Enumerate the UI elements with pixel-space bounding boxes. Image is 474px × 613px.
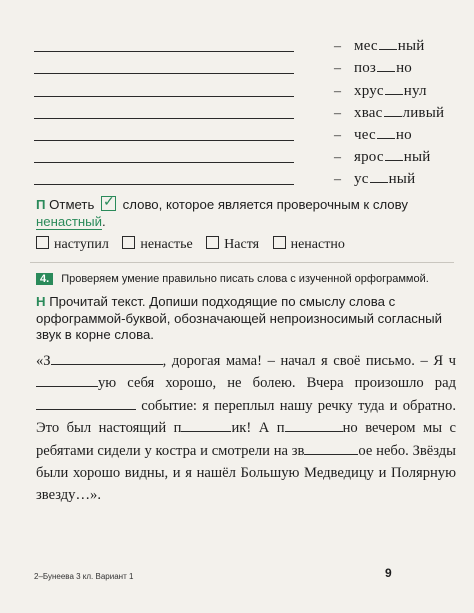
word-end: но <box>396 60 412 77</box>
answer-line[interactable] <box>34 184 294 185</box>
tick-glyph: ✓ <box>103 193 115 209</box>
word-row <box>34 147 454 169</box>
word-row <box>34 125 454 147</box>
word-end: ливый <box>402 104 445 121</box>
dash: – <box>334 172 341 188</box>
answer-line[interactable] <box>34 51 294 52</box>
divider <box>30 262 454 263</box>
word <box>354 149 430 166</box>
options-row <box>36 236 456 253</box>
checkbox-icon[interactable] <box>122 236 135 249</box>
story-fragment: «З <box>36 353 51 369</box>
word <box>354 105 444 122</box>
section-number: 4. <box>36 273 53 285</box>
story-fragment: ое небо. Звёзды были хорошо видны, и я нашёл Большую Медведицу и Полярную звезду…». <box>36 442 456 504</box>
option-label: Настя <box>224 237 260 252</box>
blank-field[interactable] <box>285 419 343 432</box>
answer-line[interactable] <box>34 140 294 141</box>
option-checkbox[interactable] <box>273 236 345 253</box>
word-row <box>34 58 454 80</box>
answer-line[interactable] <box>34 96 294 97</box>
checkbox-icon[interactable] <box>273 236 286 249</box>
task-text: Отметь <box>49 197 95 212</box>
word-row <box>34 103 454 125</box>
word-end: ный <box>388 171 416 188</box>
word-start: хрус <box>354 82 384 99</box>
word-end: ный <box>397 38 425 55</box>
word-end: ный <box>403 149 431 166</box>
word-start: ярос <box>354 149 384 166</box>
dash: – <box>334 61 341 77</box>
blank-field[interactable] <box>304 442 358 455</box>
blank-field[interactable] <box>36 374 98 387</box>
word <box>354 60 412 77</box>
answer-line[interactable] <box>34 118 294 119</box>
target-word: ненастный <box>36 213 102 229</box>
option-checkbox[interactable] <box>122 236 192 253</box>
answer-line[interactable] <box>34 73 294 74</box>
story-text <box>36 350 456 507</box>
task-p <box>36 193 456 230</box>
option-label: ненастно <box>290 237 345 252</box>
dash: – <box>334 127 341 143</box>
letter-gap[interactable] <box>377 61 395 72</box>
letter-gap[interactable] <box>370 172 388 183</box>
checkbox-icon[interactable] <box>36 236 49 249</box>
story-fragment: ик! А п <box>231 420 285 437</box>
blank-field[interactable] <box>51 352 163 365</box>
task-text: слово, которое является проверочным к слову <box>122 197 408 212</box>
word-row <box>34 169 454 191</box>
blank-field[interactable] <box>36 397 136 410</box>
dash: – <box>334 39 341 55</box>
word-row <box>34 80 454 102</box>
letter-gap[interactable] <box>384 106 402 117</box>
option-checkbox[interactable] <box>36 236 109 253</box>
story-fragment: но вечером мы с ребятами сидели у костра и смотрели на зв <box>36 420 456 459</box>
word <box>354 38 425 55</box>
dash: – <box>334 105 341 121</box>
word <box>354 83 427 100</box>
checkbox-icon[interactable] <box>206 236 219 249</box>
word <box>354 127 412 144</box>
task-n <box>36 294 456 344</box>
footer-text: 2–Бунеева 3 кл. Вариант 1 <box>34 572 134 581</box>
answer-line[interactable] <box>34 162 294 163</box>
word-start: чес <box>354 126 376 143</box>
word-start: поз <box>354 60 377 77</box>
word-start: ус <box>354 171 369 188</box>
story-fragment: , дорогая мама! – начал я своё письмо. – Я ч <box>162 353 456 369</box>
word-start: мес <box>354 38 378 55</box>
letter-gap[interactable] <box>385 84 403 95</box>
task-text: Прочитай текст. Допиши подходящие по смыслу слова с орфограммой-буквой, обозначающей непроизносимый согласный звук в корне слова. <box>36 294 443 342</box>
letter-gap[interactable] <box>377 128 395 139</box>
word-end: но <box>395 126 412 143</box>
section-title: Проверяем умение правильно писать слова с изученной орфограммой. <box>61 273 429 285</box>
word-end: нул <box>403 82 427 99</box>
task-marker: П <box>36 197 46 212</box>
dash: – <box>334 83 341 99</box>
option-checkbox[interactable] <box>206 236 259 253</box>
word-list <box>34 36 454 191</box>
word-start: хвас <box>354 104 383 121</box>
dash: – <box>334 150 341 166</box>
story-fragment: ую себя хорошо, не болею. Вчера произошло рад <box>98 375 456 392</box>
story-fragment: событие: я переплыл нашу речку туда и обратно. Это был настоящий п <box>36 397 457 437</box>
section-4-header <box>36 273 456 285</box>
period: . <box>102 213 106 229</box>
task-marker: Н <box>36 294 46 309</box>
checkmark-icon <box>101 193 116 211</box>
letter-gap[interactable] <box>385 150 403 161</box>
option-label: наступил <box>54 237 109 252</box>
blank-field[interactable] <box>181 419 231 432</box>
word-row <box>34 36 454 58</box>
page-number: 9 <box>385 566 392 580</box>
word <box>354 171 415 188</box>
option-label: ненастье <box>140 237 193 252</box>
letter-gap[interactable] <box>379 39 397 50</box>
